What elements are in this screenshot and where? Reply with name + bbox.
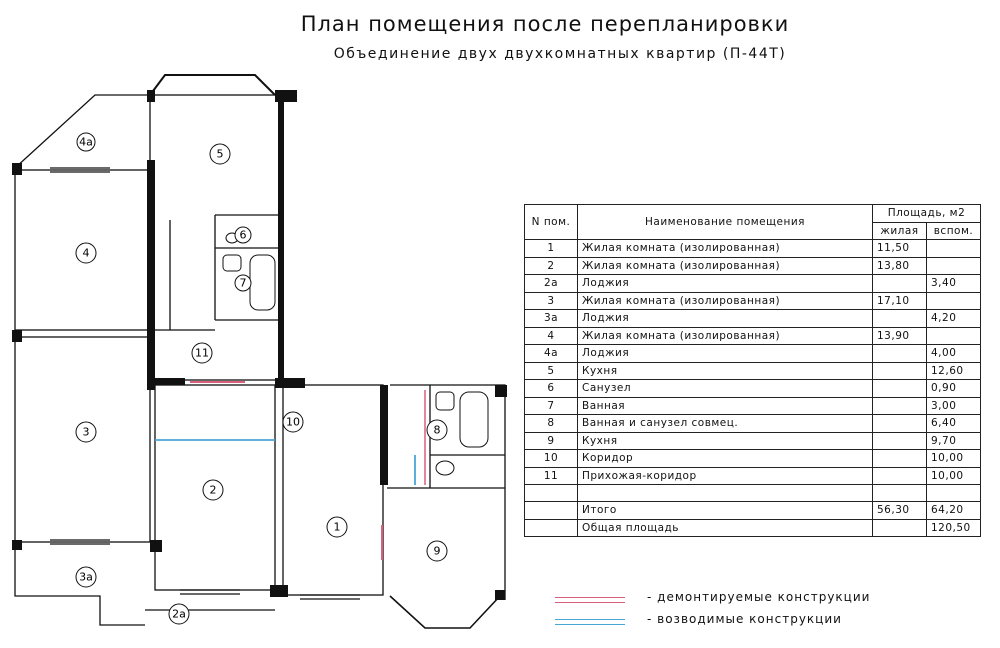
table-row <box>525 257 981 275</box>
cell-living <box>873 345 927 363</box>
plan-title: План помещения после перепланировки <box>300 12 790 36</box>
cell-living <box>873 415 927 433</box>
table-row <box>525 275 981 293</box>
room-label-7: 7 <box>239 276 247 290</box>
cell-name: Лоджия <box>578 275 873 293</box>
cell-name: Санузел <box>578 380 873 398</box>
area-table <box>524 204 981 537</box>
table-row <box>525 432 981 450</box>
cell-living <box>873 397 927 415</box>
cell-aux: 9,70 <box>927 432 981 450</box>
cell-aux <box>927 292 981 310</box>
cell-living: 13,90 <box>873 327 927 345</box>
cell-living <box>873 432 927 450</box>
cell-name: Кухня <box>578 432 873 450</box>
cell-living <box>873 362 927 380</box>
room-label-8: 8 <box>433 423 441 437</box>
cell-name: Жилая комната (изолированная) <box>578 327 873 345</box>
cell-aux: 12,60 <box>927 362 981 380</box>
table-row <box>525 415 981 433</box>
legend-demolish-text: - демонтируемые конструкции <box>647 590 871 604</box>
cell-num: 3 <box>525 292 578 310</box>
cell-num: 8 <box>525 415 578 433</box>
table-row <box>525 240 981 258</box>
header-aux: вспом. <box>927 222 981 240</box>
cell-name: Жилая комната (изолированная) <box>578 257 873 275</box>
cell-living <box>873 275 927 293</box>
cell-aux: 0,90 <box>927 380 981 398</box>
room-label-6: 6 <box>239 228 247 242</box>
cell-living: 17,10 <box>873 292 927 310</box>
cell-num: 4а <box>525 345 578 363</box>
room-label-4: 4 <box>82 246 90 260</box>
cell-num: 6 <box>525 380 578 398</box>
cell-name: Коридор <box>578 450 873 468</box>
room-label-2a: 2а <box>172 607 186 621</box>
cell-aux: 10,00 <box>927 450 981 468</box>
cell-living <box>873 310 927 328</box>
room-label-1: 1 <box>333 520 341 534</box>
cell-num: 2 <box>525 257 578 275</box>
cell-name: Лоджия <box>578 310 873 328</box>
cell-name: Жилая комната (изолированная) <box>578 240 873 258</box>
cell-num: 4 <box>525 327 578 345</box>
cell-aux: 6,40 <box>927 415 981 433</box>
cell-living: 11,50 <box>873 240 927 258</box>
built-walls <box>155 440 415 485</box>
cell-aux <box>927 327 981 345</box>
legend-build-text: - возводимые конструкции <box>647 612 842 626</box>
cell-aux <box>927 240 981 258</box>
cell-living: 13,80 <box>873 257 927 275</box>
cell-aux: 4,20 <box>927 310 981 328</box>
cell-living <box>873 380 927 398</box>
cell-aux: 10,00 <box>927 467 981 485</box>
legend-demolish-swatch <box>555 597 625 603</box>
total-aux: 64,20 <box>927 502 981 520</box>
room-label-2: 2 <box>209 483 217 497</box>
header-num: N пом. <box>525 205 578 240</box>
overall-aux: 120,50 <box>927 519 981 537</box>
table-row <box>525 467 981 485</box>
cell-name: Ванная и санузел совмец. <box>578 415 873 433</box>
header-living: жилая <box>873 222 927 240</box>
table-row <box>525 292 981 310</box>
cell-living <box>873 467 927 485</box>
table-row <box>525 380 981 398</box>
cell-num: 2а <box>525 275 578 293</box>
cell-num: 3а <box>525 310 578 328</box>
plan-subtitle: Объединение двух двухкомнатных квартир (П-44Т) <box>333 46 787 62</box>
cell-num: 9 <box>525 432 578 450</box>
room-label-3a: 3а <box>79 570 93 584</box>
table-row <box>525 310 981 328</box>
room-label-10: 10 <box>286 415 300 429</box>
cell-name: Прихожая-коридор <box>578 467 873 485</box>
legend-build-swatch <box>555 619 625 625</box>
table-row <box>525 450 981 468</box>
cell-num: 7 <box>525 397 578 415</box>
cell-name: Жилая комната (изолированная) <box>578 292 873 310</box>
room-label-9: 9 <box>433 544 441 558</box>
room-label-11: 11 <box>195 346 209 360</box>
cell-living <box>873 450 927 468</box>
cell-aux: 3,40 <box>927 275 981 293</box>
demolished-walls <box>190 382 425 560</box>
total-label: Итого <box>578 502 873 520</box>
room-label-3: 3 <box>82 425 90 439</box>
cell-aux <box>927 257 981 275</box>
header-name: Наименование помещения <box>578 205 873 240</box>
cell-num: 5 <box>525 362 578 380</box>
cell-aux: 3,00 <box>927 397 981 415</box>
table-row <box>525 345 981 363</box>
table-row <box>525 327 981 345</box>
cell-name: Лоджия <box>578 345 873 363</box>
cell-name: Кухня <box>578 362 873 380</box>
overall-label: Общая площадь <box>578 519 873 537</box>
room-label-5: 5 <box>216 147 224 161</box>
cell-aux: 4,00 <box>927 345 981 363</box>
table-row <box>525 397 981 415</box>
table-row <box>525 362 981 380</box>
cell-num: 10 <box>525 450 578 468</box>
cell-num: 11 <box>525 467 578 485</box>
total-living: 56,30 <box>873 502 927 520</box>
room-label-4a: 4а <box>79 135 93 149</box>
cell-name: Ванная <box>578 397 873 415</box>
header-area: Площадь, м2 <box>873 205 981 223</box>
cell-num: 1 <box>525 240 578 258</box>
